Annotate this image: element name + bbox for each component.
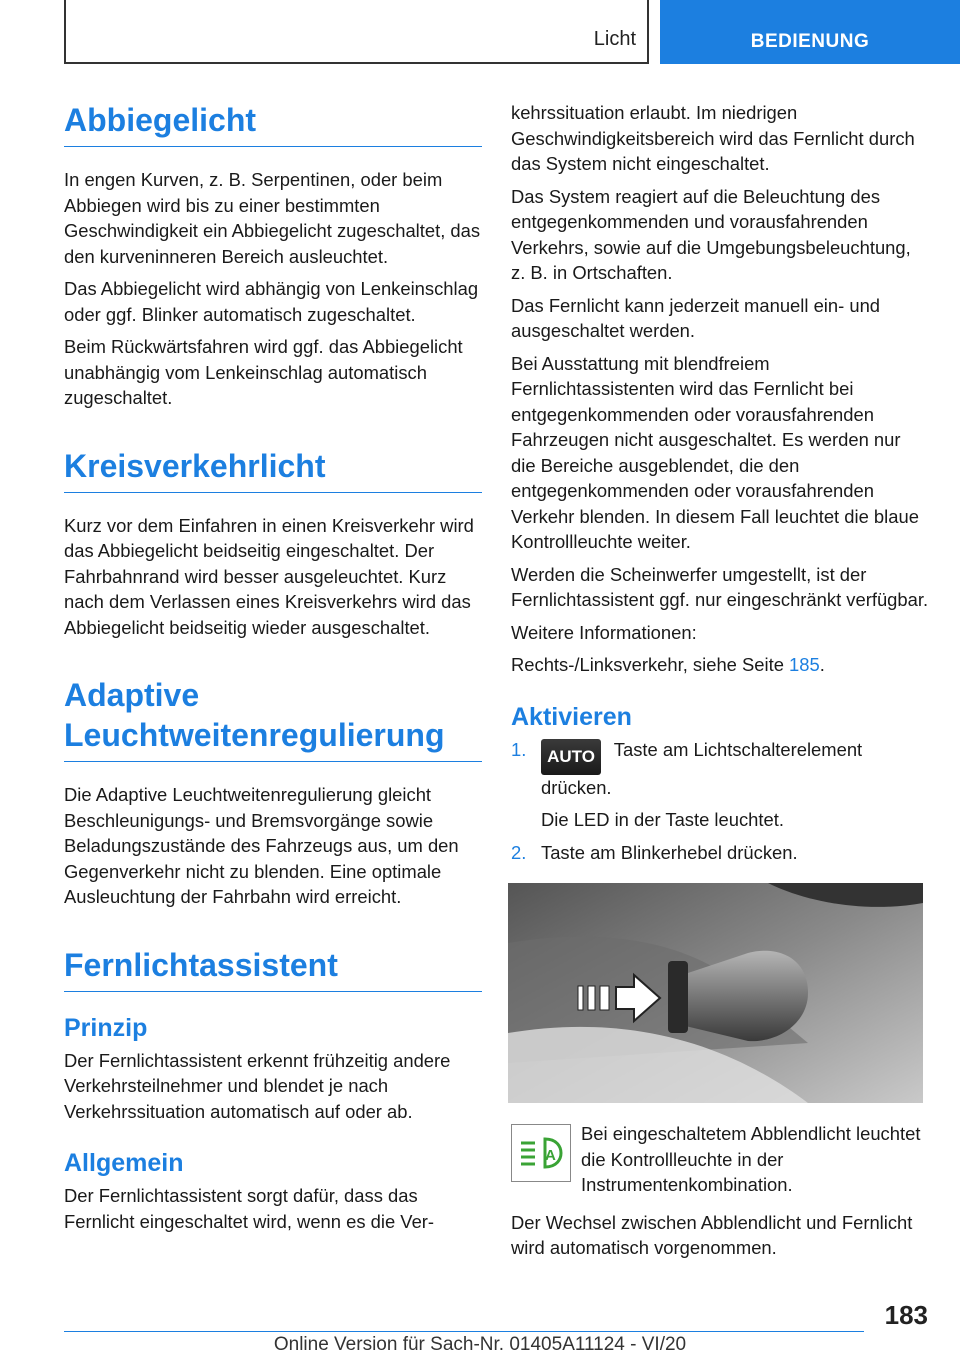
step-1: 1. AUTO Taste am Lichtschalterelement drücken. <box>511 738 863 798</box>
heading-abbiegelicht: Abbiegelicht <box>64 100 482 147</box>
turn-signal-lever-illustration <box>508 883 923 1103</box>
paragraph: Kurz vor dem Einfahren in einen Kreisverkehr wird das Abbiegelicht beidseitig eingeschaltet. Der Fahrbahnrand wird besser ausgeleuchtet. Kurz nach dem Verlassen eines Kreisverkehrs wird das Abbiegelicht beidseitig wieder ausgeschaltet. <box>64 514 474 638</box>
heading-adaptive-leuchtweitenregulierung: Adaptive Leuchtweitenregulierung <box>64 675 482 762</box>
right-column <box>511 100 929 1268</box>
step-1-note: Die LED in der Taste leuchtet. <box>541 809 784 830</box>
footer-divider <box>64 1331 864 1332</box>
heading-fernlichtassistent: Fernlichtassistent <box>64 945 482 992</box>
auto-button-icon: AUTO <box>541 739 601 775</box>
cross-reference: Rechts-/Linksverkehr, siehe Seite 185. <box>511 654 825 675</box>
headlight-assist-indicator-icon <box>511 1124 571 1182</box>
paragraph: Weitere Informationen: <box>511 621 697 643</box>
page-number: 183 <box>884 1300 928 1330</box>
svg-text:A: A <box>545 1147 556 1164</box>
subheading-aktivieren: Aktivieren <box>511 702 632 731</box>
paragraph: Der Fernlichtassistent sorgt dafür, dass das Fernlicht eingeschaltet wird, wenn es die Ver- <box>64 1185 435 1232</box>
step-number: 2. <box>511 841 527 863</box>
header-chapter-tab[interactable]: BEDIENUNG <box>660 0 960 64</box>
heading-kreisverkehrlicht: Kreisverkehrlicht <box>64 446 482 493</box>
paragraph: Beim Rückwärtsfahren wird ggf. das Abbiegelicht unabhängig vom Lenkeinschlag automatisch zugeschaltet. <box>64 336 463 408</box>
paragraph: In engen Kurven, z. B. Serpentinen, oder beim Abbiegen wird bis zu einer bestimmten Geschwindigkeit ein Abbiegelicht zugeschaltet, das den kurveninneren Bereich ausleuchtet. <box>64 169 481 267</box>
paragraph: Die Adaptive Leuchtweitenregulierung gleicht Beschleunigungs- und Bremsvorgänge sowie Beladungszustände des Fahrzeugs aus, um den Gegenverkehr nicht zu blenden. Eine optimale Ausleuchtung der Fahrbahn wird erreicht. <box>64 784 459 907</box>
left-column <box>64 100 482 1241</box>
paragraph: Das Fernlicht kann jederzeit manuell ein- und ausgeschaltet werden. <box>511 294 881 341</box>
page-link-185[interactable]: 185 <box>789 654 820 675</box>
paragraph: Bei Ausstattung mit blendfreiem Fernlichtassistenten wird das Fernlicht bei entgegenkommenden oder vorausfahrenden Fahrzeugen nicht ausgeschaltet. Es werden nur die Bereiche ausgeblendet, die den entgegenkommenden oder vorausfahrenden Verkehr blenden. In diesem Fall leuchtet die blaue Kontrollleuchte weiter. <box>511 352 919 552</box>
step-number: 1. <box>511 738 527 760</box>
subheading-prinzip: Prinzip <box>64 1013 148 1042</box>
paragraph: Das Abbiegelicht wird abhängig von Lenkeinschlag oder ggf. Blinker automatisch zugeschaltet. <box>64 278 479 325</box>
paragraph: Der Wechsel zwischen Abblendlicht und Fernlicht wird automatisch vorgenommen. <box>511 1211 913 1258</box>
indicator-text: Bei eingeschaltetem Abblendlicht leuchtet die Kontrollleuchte in der Instrumentenkombination. <box>581 1123 921 1195</box>
header-section-title: Licht <box>593 28 636 50</box>
paragraph: Das System reagiert auf die Beleuchtung des entgegenkommenden und vorausfahrenden Verkehrs, sowie auf die Umgebungsbeleuchtung, z. B. in Ortschaften. <box>511 185 911 283</box>
footer-version-text: Online Version für Sach-Nr. 01405A11124 - VI/20 <box>273 1334 687 1355</box>
subheading-allgemein: Allgemein <box>64 1149 184 1177</box>
paragraph: Der Fernlichtassistent erkennt frühzeitig andere Verkehrsteilnehmer und blendet je nach Verkehrssituation automatisch auf oder ab. <box>64 1049 451 1122</box>
paragraph: Werden die Scheinwerfer umgestellt, ist der Fernlichtassistent ggf. nur eingeschränkt verfügbar. <box>511 563 929 610</box>
step-2: 2. Taste am Blinkerhebel drücken. <box>511 840 929 866</box>
indicator-note <box>511 1121 929 1198</box>
paragraph: kehrssituation erlaubt. Im niedrigen Geschwindigkeitsbereich wird das Fernlicht durch das System nicht eingeschaltet. <box>511 102 915 174</box>
